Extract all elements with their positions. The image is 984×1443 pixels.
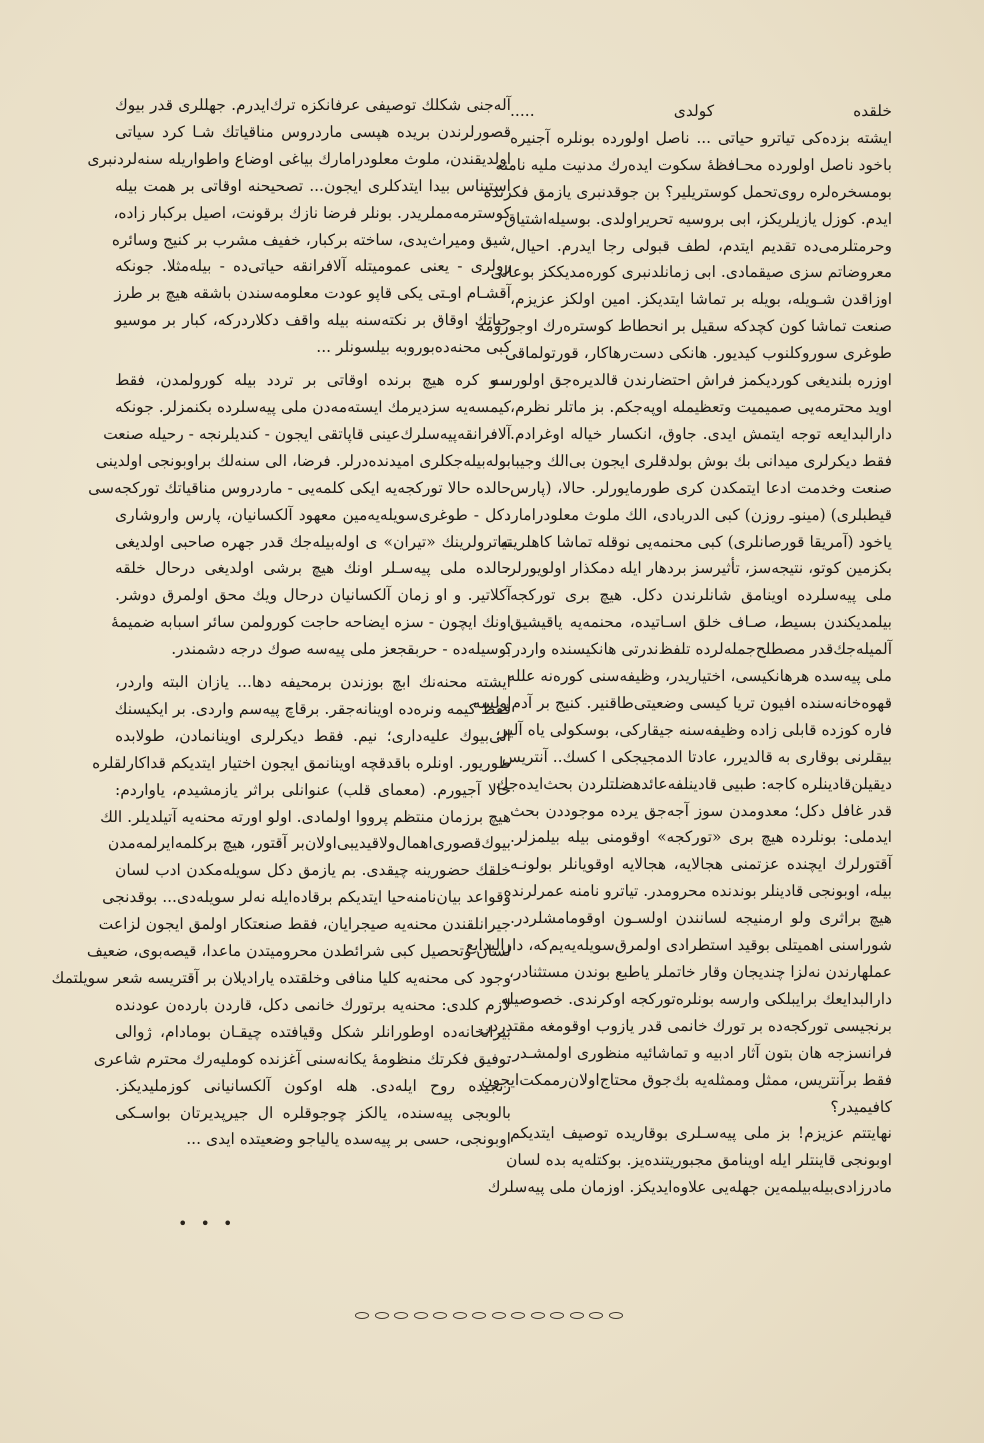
left-column-line: استیناس بیدا ایتدکلری ایجون... تصحیحنه اوقاتی بر همت بیله bbox=[115, 176, 511, 195]
right-column-line: آلمیله‌جك‌قدر مصطلح‌جمله‌لرده تلفظ‌ندرتی هانکیسنده واردر؟ bbox=[504, 640, 892, 659]
right-column-line: فقط برآنتریس، ممثل وممثله‌یه بك‌جوق محتاج‌اولان‌ر‌ممکت‌ایجون bbox=[481, 1070, 892, 1089]
left-column-line: قصورلرندن بریده هپسی ماردروس مناقیاتك شـا کرد سیاتی bbox=[115, 122, 511, 141]
left-column-line: بالوبجی پیه‌سنده، یالکز چوجوقلره ال جیرپدیرتان بواسـکی bbox=[115, 1103, 511, 1122]
right-column-line: ملی پیه‌سلرده اوینامق شانلرندن دکل. هیچ بری تورکجه bbox=[510, 586, 892, 605]
chain-link bbox=[453, 1312, 467, 1319]
right-column-line: اوزره بلندیغی کوردیکمز فراش احتضارندن قالدیره‌جق اولورسه bbox=[491, 371, 892, 390]
chain-link bbox=[550, 1312, 564, 1319]
right-column-line: آقتورلرك ایچنده عزتمنی هجالایه، هجالایه اوقویانلر بولونـه bbox=[510, 855, 892, 874]
right-column-line: ایدم. کوزل یازیلریکز، ابی بروسیه تحریراولدی. بوسیله‌اشتیاق bbox=[503, 209, 892, 228]
right-column-line: دارالبدایعك برایبلکی وارسه بونلره‌تورکجه اوکرندی. خصوصیله bbox=[500, 989, 892, 1008]
right-text-column bbox=[465, 98, 892, 1201]
right-column-line: بیقلرنی بوقاری به قالدیرر، عادتا الدمجیجکی ا کسك.. آنتریس bbox=[501, 747, 892, 766]
chain-link bbox=[609, 1312, 623, 1319]
left-text-column bbox=[51, 92, 511, 1153]
right-column-line: اوبونجی قاینتلر ایله اوینامق مجبوریتنده‌یز. بوکتله‌یه بده لسان bbox=[506, 1151, 892, 1170]
right-column-line: بیلمدیکندن بسیط، صـاف خلق اسـاتیده، محنمه‌یه یاقیشیق bbox=[510, 613, 892, 632]
right-column-line: برنجیسی تورکجه‌ده بر تورك خانمی قدر یازوب اوقومغه مقتدردر. bbox=[478, 1016, 892, 1035]
left-column-line: آله‌جنی شکلك توصیفی عرفانکزه ترك‌ایدرم. جهللری قدر بیوك bbox=[115, 96, 511, 114]
left-column-line: کبی محنه‌ده‌بوروبه بیلسونلر ... bbox=[316, 338, 511, 357]
left-column-line: رنجیده روح ایله‌دی. هله اوکون آلکسانیانی کوزملیدیکز. bbox=[115, 1076, 511, 1095]
left-column-line: طوریور. اونلره باقدقچه اوینانمق ایجون اختیار ایتدیکم قداکارلقلره bbox=[92, 753, 511, 772]
left-column-line: رولری - یعنی عموميتله آلافرانقه حیاتی‌ده - بیله‌مثلا. جونکه bbox=[115, 257, 511, 276]
left-column-line: بوسیله‌ده - حربقجعز ملی پیه‌سه صوك درجه دشمندر. bbox=[171, 640, 511, 659]
left-column-line: حیاتك اوقاق بر نکته‌سنه بیله واقف دکلاردرکه، کبار بر موسیو bbox=[115, 311, 511, 330]
left-column-line: جیرانلقندن محنه‌یه صیجرایان، فقط صنعتکار اولمق ایجون لزاعت bbox=[98, 915, 511, 934]
left-column-line: الی‌بیوك علیه‌داری؛ نیم. فقط دیکرلری اوینانمادن، طولابده bbox=[115, 726, 511, 745]
chain-link bbox=[472, 1312, 486, 1319]
right-column-line: بکزمین کوتو، نتیجه‌سز، تأثیرسز بردهار ایله دمکذار اولویورلر. bbox=[503, 559, 892, 578]
right-column-line: عملهارندن نه‌لزا چندیجان وقار خاتملر یاطبع بوندن مستثنادر، bbox=[508, 963, 892, 981]
right-column-line: هیچ براثری ولو ارمنیجه لسانندن اولسـون اوقومامشلردر. bbox=[510, 909, 892, 928]
right-column-line: یاخود (آمریقا قورصانلری) کبی محنمه‌یی نوقله تماشا کاهلرینه bbox=[500, 532, 892, 551]
left-column-line: هیچ برزمان منتظم پرووا اولمادی. اولو اورته محنه‌یه آتیلدیلر. الك bbox=[100, 807, 511, 826]
left-column-line: کوسترمه‌مملریدر. بونلر فرضا نازك برقونت، اصیل برکبار زاده، bbox=[113, 203, 511, 222]
left-column-line: فقط کیمه ونره‌ده اوینانه‌جقر. برقاچ پیه‌سم واردی. بر ایکیسنك bbox=[114, 699, 511, 718]
right-column-line: فاره کوزده قابلی زاده وظیفه‌سنه جیقارکی، بوسکولی یاه آلیر، bbox=[495, 720, 892, 739]
right-column-line: فرانسزجه هان بتون آثار ادبیه و تماشائیه منظوری اولمشـدر. bbox=[507, 1043, 892, 1062]
right-column-line: ایشته بزده‌کی تیاترو حیاتی ... ناصل اولورده بونلره آجنیره bbox=[510, 128, 892, 147]
left-column-line: اوبونجی، حسی بر پیه‌سده یالیاجو وضعیتده ایدی ... bbox=[186, 1130, 511, 1149]
left-column-line: آکلاتیر. و او زمان آلکسانیان درحال ویك محق اولمرق دوشر. bbox=[115, 586, 511, 605]
right-column-line: قیطبلری) (مینوـ روزن) کبی الدربادی، الك ملوث معلودرامار، bbox=[506, 505, 892, 524]
right-column-line: خلقده کولدی ..... bbox=[510, 102, 892, 120]
right-column-line: طوغری سوروکلنوب کیدیور. هانکی دست‌رها‌کار، قورتولماقی bbox=[504, 344, 892, 363]
right-column-line: اوزاقدن شـویله، بویله بر تماشا ایتدیکز. امین اولکز عزیزم، bbox=[510, 290, 892, 309]
chain-link bbox=[531, 1312, 545, 1319]
chain-link bbox=[355, 1312, 369, 1319]
right-column-line: وحرمتلرمی‌ده تقدیم ایتدم، لطف قبولی رجا ایدرم. احیال، bbox=[510, 236, 892, 255]
left-column-line: تیاترولرینك «تیران» ی اوله‌بیله‌جك قدر جهره صاحبی اولدیغی bbox=[115, 532, 511, 551]
left-column-line: بوله‌بیله‌جکلری امیدنده‌درلر. فرضا، الی سنه‌لك براوبونجی اولدینی bbox=[95, 451, 511, 470]
left-column-line: ـــو کره هیچ برنده اوقاتی بر تردد بیله کورولمدن، فقط bbox=[115, 371, 511, 390]
right-column-line: کافیمیدر؟ bbox=[830, 1097, 892, 1116]
left-column-line: شیق ومیراث‌یدی، ساخته برکبار، خفیف مشرب بر کنیج وسائره bbox=[111, 230, 511, 249]
left-column-line: بیرانخانه‌ده اوطورانلر شکل وقیافتده چیقـان بومادام، ژوالی bbox=[115, 1022, 511, 1041]
left-column-line: اولدیقندن، ملوث معلودرامارك بیاغی اوضاع واطواریله سنه‌لردنبری bbox=[87, 149, 511, 168]
left-column-line: آلافرانقه‌پیه‌سلرك‌عینی قاپاتقی ایجون - کنديلرنجه - رحیله صنعت bbox=[103, 424, 511, 443]
left-column-line: بیوك‌قصوری‌اهمال‌ولاقیدیبی‌اولان‌بر آقتور، هیچ برکلمه‌ایرلمه‌مدن bbox=[107, 834, 511, 853]
chain-link bbox=[570, 1312, 584, 1319]
chain-link bbox=[589, 1312, 603, 1319]
right-column-line: ملی پیه‌سده هرهانکیسی، اختیاریدر، وظیفه‌سنی کوره‌نه علله bbox=[507, 667, 892, 686]
right-column-line: دیقیلن‌قادینلره کاجه: طبیی قادینلفه‌عائدهضلتلردن بحث‌ایده‌جك bbox=[495, 774, 892, 793]
chain-link bbox=[492, 1312, 506, 1319]
right-column-line: دارالبدایعه توجه ایتمش ایدی. جاوق، انکسار خیاله اوغرادم. bbox=[510, 424, 892, 443]
left-column-line: حالا آجیورم. (معمای قلب) عنوانلی براثر یازمشیدم، یاوارد‌م: bbox=[115, 780, 511, 799]
left-column-line: آقشـام اوـتی یکی قاپو عودت معلومه‌سندن باشقه هیچ بر طرز bbox=[114, 284, 511, 303]
right-column-line: اوید محترمه‌یی صمیمیت وتعظیمله اوپه‌جکم. بز ماتلر نظرم، bbox=[510, 397, 892, 416]
right-column-line: بیله، اوبونجی قادینلر بوندنده محرومدر. تیاترو نامنه عمرلرنده bbox=[503, 882, 892, 901]
left-column-line: حالده ملی پیه‌سـلر اونك هیچ برشی اولدیغی درحال خلقه bbox=[115, 559, 511, 578]
right-column-line: مادرزادی‌بیله‌بیلمه‌ین جهله‌یی علاوه‌ایدیکز. اوزمان ملی پیه‌سلرك bbox=[487, 1178, 892, 1197]
left-column-line: خلقك حضورینه چیقدی. بم یازمق دکل سویله‌مکدن ادب لسان bbox=[115, 861, 511, 880]
right-column-line: فقط دیکرلری میدانی بك بوش بولدقلری ایجون بی‌الك وجیبا، bbox=[505, 451, 892, 470]
right-column-line: باخود ناصل اولورده محـافظهٔ سکوت ایده‌رك مدنیت ملیه نامنه bbox=[495, 155, 892, 174]
chain-link bbox=[375, 1312, 389, 1319]
right-column-line: صنعت تماشا کون کچدکه سقیل بر انحطاط کوستره‌رك اوجورومه bbox=[476, 317, 892, 336]
left-column-line: توفیق فکرتك منظومهٔ یکانه‌سنی آغزنده کوملیه‌رك محترم شاعری bbox=[93, 1049, 511, 1068]
right-column-line: قهوه‌خانه‌سنده افیون تریا کیسی وضعیتی‌طاقنیر. کنیج بر آدم‌اولسه bbox=[472, 693, 892, 712]
right-column-line: بومسخره‌لره روی‌تحمل کوستریلیر؟ بن جوقدنبری یازمق فکرنده bbox=[483, 182, 892, 201]
left-column-line: وجود کی محنه‌یه کلیا منافی وخلقتده یارادیلان بر آقتریسه شعر سویلتمك bbox=[51, 969, 511, 987]
chain-link bbox=[414, 1312, 428, 1319]
right-column-line: ایدملی: بونلرده هیچ بری «تورکجه» اوقومنی بیله بیلمزلر. bbox=[510, 828, 892, 847]
right-column-line: معروضاتم سزی صیقمادی. ابی زمانلدنبری کوره‌مدیککز بوعالی bbox=[490, 263, 892, 282]
left-column-line: ایشته محنه‌نك ابچ بوزندن برمحیفه دها... یازان البته واردر، bbox=[115, 673, 511, 692]
left-column-line: دکل - طوغری‌سویله‌یه‌مین معهود آلکسانیان، پارس واروشاری bbox=[115, 505, 511, 524]
right-column-line: قدر غافل دکل؛ معدومدن سوز آجه‌جق یرده موجوددن بحث bbox=[510, 801, 892, 820]
left-column-line: حالده حالا تورکجه‌یه ایکی کلمه‌یی - ماردروس مناقیاتك تورکجه‌سی bbox=[88, 478, 511, 497]
left-column-line: اونك ایچون - سزه ایضاحه حاجت کورولمن سائر اسبابه ضمیمهٔ bbox=[110, 613, 511, 632]
right-column-line: شوراسنی اهمیتلی بوقید استطرادی اولمرق‌سویله‌یه‌یم‌که، دارالبدایع bbox=[465, 936, 892, 955]
left-column-line: کیمسه‌یه سزدیرمك ایسته‌مه‌دن ملی پیه‌سلرده بکنمزلر. جونکه bbox=[115, 397, 511, 416]
chain-link bbox=[394, 1312, 408, 1319]
right-column-line: نهایتتم عزیزم! بز ملی پیه‌سـلری بوقاریده توصیف ایتدیکم bbox=[510, 1124, 892, 1143]
ornamental-chain-divider bbox=[355, 1310, 623, 1320]
right-column-line: صنعت وخدمت ادعا ایتمکدن کری طورمایورلر. حالا، (پارس bbox=[510, 478, 892, 497]
left-column-line: لازم کلدی: محنه‌یه برتورك خانمی دکل، قاردن بارده‌ن عودنده bbox=[115, 995, 511, 1014]
left-column-line: لسان وتحصیل کبی شرائطدن محروميتدن ماعدا، قیصه‌بوی، ضعیف bbox=[86, 942, 511, 961]
chain-link bbox=[511, 1312, 525, 1319]
closing-ellipsis-mark: • • • bbox=[178, 1214, 237, 1233]
chain-link bbox=[433, 1312, 447, 1319]
left-column-line: وقواعد بیان‌نامنه‌حیا ایتدیکم برقاده‌ایله نه‌لر سویله‌دی... بوقدنجی bbox=[102, 888, 511, 907]
